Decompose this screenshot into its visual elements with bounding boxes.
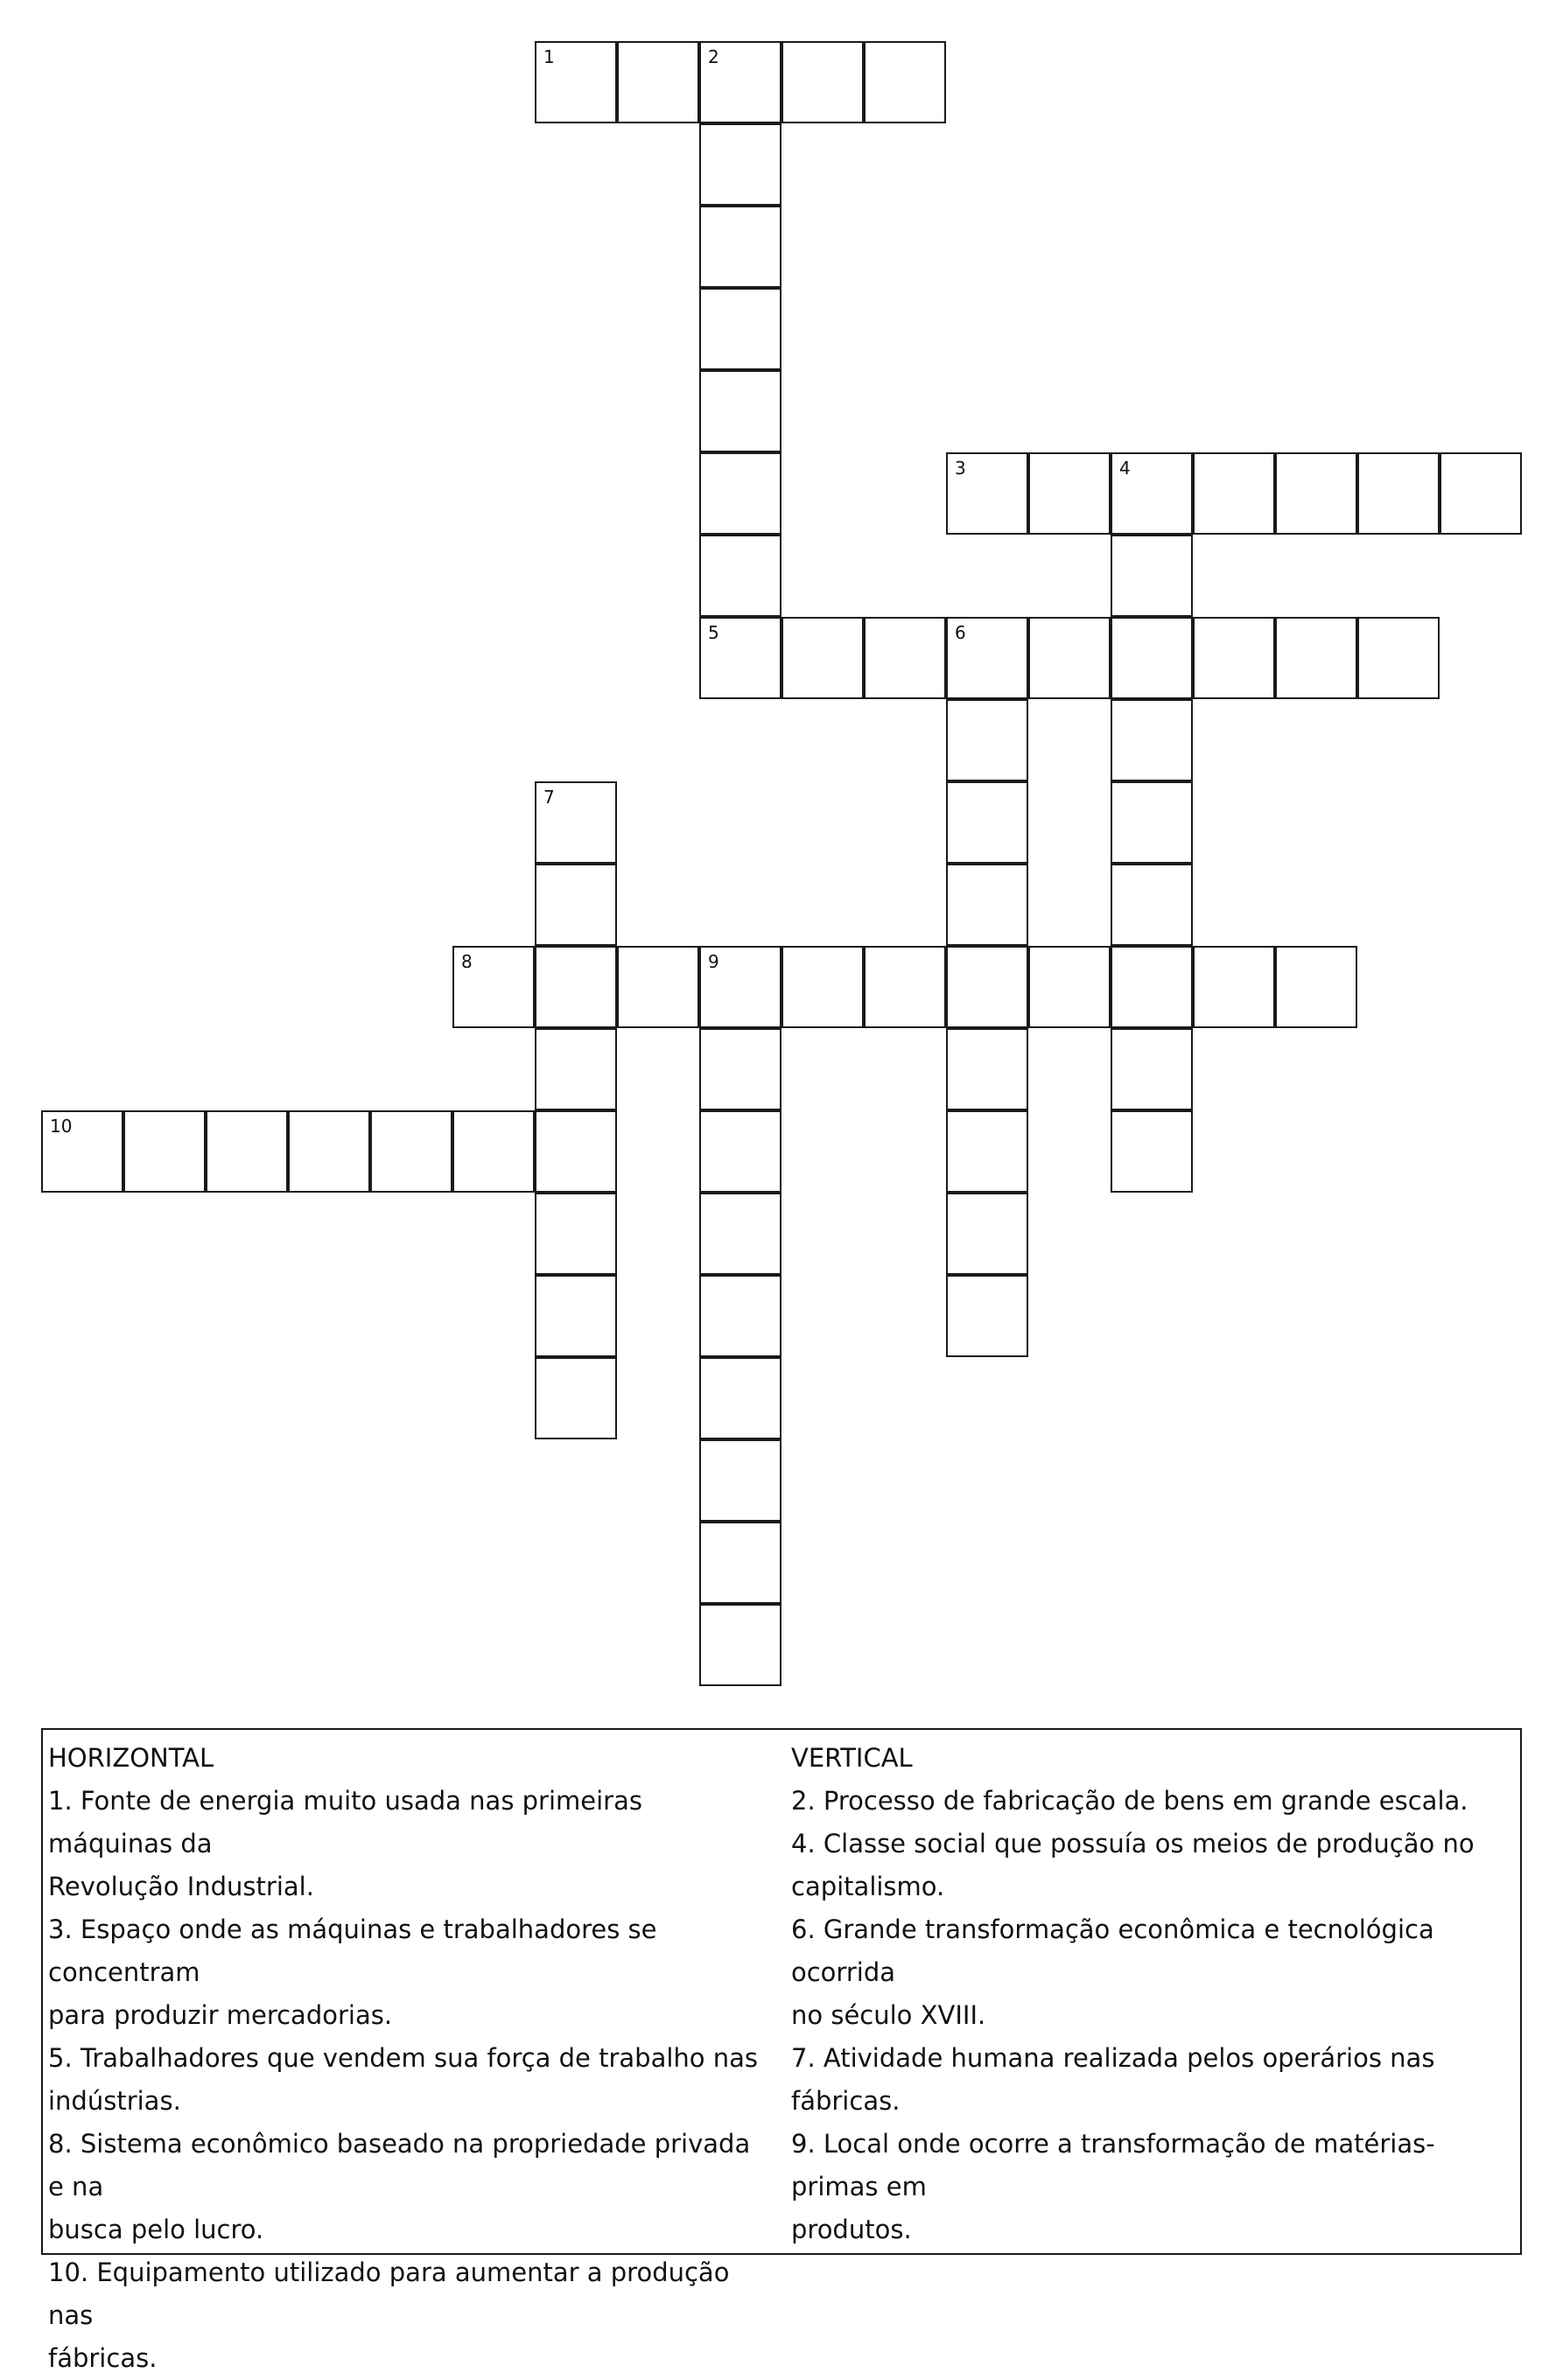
clue-number: 4 (1119, 458, 1131, 479)
crossword-cell[interactable] (699, 206, 782, 288)
crossword-cell[interactable] (535, 1193, 617, 1275)
clue-number: 8 (461, 951, 473, 972)
crossword-cell[interactable] (535, 41, 617, 123)
crossword-cell[interactable] (1193, 946, 1275, 1028)
crossword-cell[interactable] (617, 41, 699, 123)
crossword-cell[interactable] (782, 946, 864, 1028)
clue-number: 7 (543, 787, 555, 808)
clue-line: 5. Trabalhadores que vendem sua força de trabalho nas (48, 2043, 758, 2073)
crossword-cell[interactable] (864, 617, 946, 699)
crossword-cell[interactable] (864, 41, 946, 123)
crossword-cell[interactable] (699, 946, 782, 1028)
clue-line: indústrias. (48, 2086, 181, 2116)
crossword-cell[interactable] (1193, 617, 1275, 699)
crossword-cell[interactable] (699, 1110, 782, 1193)
clue-line: busca pelo lucro. (48, 2215, 264, 2244)
crossword-cell[interactable] (1028, 617, 1111, 699)
crossword-cell[interactable] (535, 946, 617, 1028)
crossword-cell[interactable] (782, 41, 864, 123)
crossword-cell[interactable] (1111, 535, 1193, 617)
clue-number: 1 (543, 46, 555, 67)
crossword-cell[interactable] (452, 946, 535, 1028)
crossword-cell[interactable] (1111, 946, 1193, 1028)
crossword-cell[interactable] (1111, 699, 1193, 781)
clue-line: para produzir mercadorias. (48, 2000, 393, 2030)
crossword-cell[interactable] (1275, 946, 1357, 1028)
clue-line: 4. Classe social que possuía os meios de produção no (791, 1829, 1475, 1858)
clue-line: 10. Equipamento utilizado para aumentar a produção nas (48, 2258, 730, 2330)
crossword-cell[interactable] (946, 781, 1028, 864)
clue-number: 9 (708, 951, 719, 972)
clue-number: 5 (708, 622, 719, 643)
crossword-cell[interactable] (1357, 617, 1440, 699)
crossword-cell[interactable] (1440, 452, 1522, 535)
clue-line: 7. Atividade humana realizada pelos operários nas fábricas. (791, 2043, 1435, 2116)
crossword-cell[interactable] (1193, 452, 1275, 535)
crossword-cell[interactable] (946, 946, 1028, 1028)
clue-line: Revolução Industrial. (48, 1872, 314, 1901)
crossword-cell[interactable] (1275, 452, 1357, 535)
crossword-cell[interactable] (1357, 452, 1440, 535)
crossword-cell[interactable] (699, 288, 782, 370)
crossword-cell[interactable] (699, 617, 782, 699)
vertical-clues (791, 1737, 1517, 2251)
crossword-cell[interactable] (535, 1357, 617, 1439)
horizontal-clues (48, 1737, 766, 2380)
crossword-cell[interactable] (1111, 617, 1193, 699)
crossword-cell[interactable] (699, 535, 782, 617)
clue-number: 2 (708, 46, 719, 67)
crossword-cell[interactable] (699, 452, 782, 535)
crossword-cell[interactable] (699, 41, 782, 123)
crossword-cell[interactable] (946, 1028, 1028, 1110)
clue-line: 6. Grande transformação econômica e tecnológica ocorrida (791, 1914, 1434, 1987)
crossword-cell[interactable] (535, 1028, 617, 1110)
clue-line: 2. Processo de fabricação de bens em grande escala. (791, 1786, 1468, 1816)
clue-line: no século XVIII. (791, 2000, 986, 2030)
crossword-cell[interactable] (123, 1110, 206, 1193)
crossword-cell[interactable] (699, 370, 782, 452)
crossword-cell[interactable] (946, 452, 1028, 535)
clue-line: capitalismo. (791, 1872, 945, 1901)
crossword-cell[interactable] (699, 123, 782, 206)
clue-number: 6 (955, 622, 966, 643)
crossword-cell[interactable] (946, 617, 1028, 699)
crossword-cell[interactable] (699, 1604, 782, 1686)
clue-line: 1. Fonte de energia muito usada nas primeiras máquinas da (48, 1786, 642, 1858)
crossword-cell[interactable] (535, 864, 617, 946)
clue-number: 3 (955, 458, 966, 479)
crossword-cell[interactable] (699, 1357, 782, 1439)
crossword-cell[interactable] (452, 1110, 535, 1193)
clue-line: fábricas. (48, 2343, 158, 2373)
crossword-cell[interactable] (535, 1110, 617, 1193)
clue-line: 3. Espaço onde as máquinas e trabalhadores se concentram (48, 1914, 657, 1987)
crossword-cell[interactable] (699, 1439, 782, 1522)
crossword-cell[interactable] (1275, 617, 1357, 699)
crossword-cell[interactable] (699, 1522, 782, 1604)
clue-line: 9. Local onde ocorre a transformação de matérias-primas em (791, 2129, 1435, 2202)
crossword-cell[interactable] (946, 1275, 1028, 1357)
vertical-heading: VERTICAL (791, 1743, 913, 1773)
crossword-cell[interactable] (617, 946, 699, 1028)
crossword-cell[interactable] (699, 1275, 782, 1357)
crossword-cell[interactable] (1028, 946, 1111, 1028)
clue-panel (41, 1728, 1522, 2373)
crossword-cell[interactable] (1111, 1028, 1193, 1110)
crossword-cell[interactable] (41, 1110, 123, 1193)
crossword-cell[interactable] (699, 1193, 782, 1275)
horizontal-heading: HORIZONTAL (48, 1743, 214, 1773)
crossword-cell[interactable] (1111, 1110, 1193, 1193)
crossword-cell[interactable] (782, 617, 864, 699)
crossword-cell[interactable] (288, 1110, 370, 1193)
crossword-cell[interactable] (946, 1193, 1028, 1275)
clue-line: 8. Sistema econômico baseado na propriedade privada e na (48, 2129, 751, 2202)
crossword-cell[interactable] (1111, 452, 1193, 535)
clue-line: produtos. (791, 2215, 912, 2244)
crossword-cell[interactable] (1111, 781, 1193, 864)
crossword-cell[interactable] (946, 699, 1028, 781)
clue-number: 10 (50, 1116, 73, 1137)
crossword-cell[interactable] (699, 1028, 782, 1110)
crossword-cell[interactable] (370, 1110, 452, 1193)
crossword-cell[interactable] (946, 1110, 1028, 1193)
crossword-cell[interactable] (1028, 452, 1111, 535)
crossword-cell[interactable] (535, 781, 617, 864)
crossword-cell[interactable] (1111, 864, 1193, 946)
crossword-cell[interactable] (535, 1275, 617, 1357)
crossword-cell[interactable] (946, 864, 1028, 946)
crossword-cell[interactable] (206, 1110, 288, 1193)
crossword-cell[interactable] (864, 946, 946, 1028)
